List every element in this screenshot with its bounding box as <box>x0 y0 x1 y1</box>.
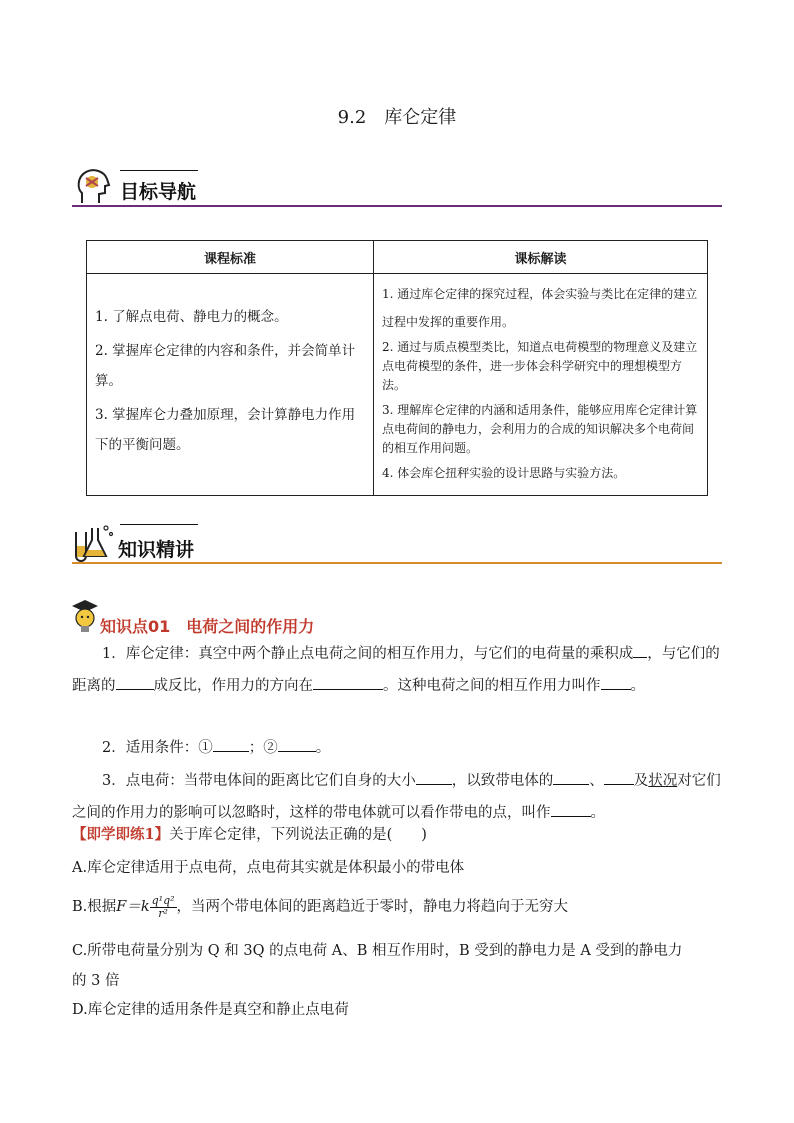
fill-blank[interactable] <box>551 802 591 818</box>
interpretation-item: 4. 体会库仑扭秤实验的设计思路与实验方法。 <box>382 466 626 480</box>
option-c[interactable]: C.所带电荷量分别为 Q 和 3Q 的点电荷 A、B 相互作用时，B 受到的静电力是 A 受到的静电力 的 3 倍 <box>72 943 683 989</box>
fill-blank[interactable] <box>278 737 316 753</box>
interpretation-cell <box>374 274 708 496</box>
practice-question <box>72 823 732 847</box>
graduate-bulb-icon <box>70 598 100 634</box>
section-underline-goal <box>72 205 722 207</box>
standard-item: 3. 掌握库仑力叠加原理，会计算静电力作用下的平衡问题。 <box>95 407 356 453</box>
lab-flask-icon <box>72 522 114 562</box>
section-title-goal: 目标导航 <box>120 181 197 203</box>
fill-blank[interactable] <box>604 770 634 786</box>
interpretation-item: 1. 通过库仑定律的探究过程，体会实验与类比在定律的建立过程中发挥的重要作用。 <box>382 287 698 329</box>
interpretation-item: 3. 理解库仑定律的内涵和适用条件，能够应用库仑定律计算点电荷间的静电力，会利用力的合成的知识解决多个电荷间的相互作用问题。 <box>382 403 698 455</box>
fill-blank[interactable] <box>116 675 154 691</box>
option-d[interactable]: D.库仑定律的适用条件是真空和静止点电荷 <box>72 1002 349 1018</box>
head-brain-icon <box>74 167 112 207</box>
fill-blank[interactable] <box>416 770 452 786</box>
paragraph-coulomb-law: 1．库仑定律：真空中两个静止点电荷之间的相互作用力，与它们的电荷量的乘积成 ，与它们的距离的 成反比，作用力的方向在 。这种电荷之间的相互作用力叫作 。 <box>72 638 732 702</box>
section-decor-line <box>120 524 198 525</box>
curriculum-table <box>86 240 708 496</box>
coulomb-formula: F＝k $\frac{\text{q¹q²}}{\text{r²}}$ <box>116 893 175 920</box>
knowledge-point-heading <box>100 614 330 637</box>
standard-item: 1. 了解点电荷、静电力的概念。 <box>95 309 288 325</box>
standards-cell <box>87 274 374 496</box>
fill-blank[interactable] <box>633 643 647 659</box>
section-decor-line <box>120 170 198 171</box>
option-b[interactable]: B.根据F＝k $\frac{\text{q¹q²}}{\text{r²}}$ ，当两个带电体间的距离趋近于零时，静电力将趋向于无穷大 <box>72 893 569 920</box>
page-title: 9.2 库仑定律 <box>337 107 457 128</box>
fill-blank[interactable] <box>213 737 249 753</box>
interpretation-item: 2. 通过与质点模型类比，知道点电荷模型的物理意义及建立点电荷模型的条件，进一步体会科学研究中的理想模型方法。 <box>382 340 698 392</box>
fill-blank[interactable] <box>553 770 589 786</box>
paragraph-point-charge: 3．点电荷：当带电体间的距离比它们自身的大小 ，以致带电体的 、 及状况对它们之间的作用力的影响可以忽略时，这样的带电体就可以看作带电的点，叫作 。 <box>72 765 732 829</box>
knowledge-point-number: 知识点01 <box>100 617 171 636</box>
section-underline-knowledge <box>72 562 722 564</box>
practice-tag: 【即学即练1】 <box>72 826 170 843</box>
section-title-knowledge: 知识精讲 <box>118 539 195 561</box>
practice-question-text: 关于库仑定律，下列说法正确的是( ) <box>169 827 427 843</box>
paragraph-conditions: 2．适用条件：① ；② 。 <box>72 732 732 764</box>
standard-item: 2. 掌握库仑定律的内容和条件，并会简单计算。 <box>95 343 356 389</box>
fill-blank[interactable] <box>601 675 631 691</box>
table-header-standard: 课程标准 <box>87 241 374 274</box>
table-header-interpretation: 课标解读 <box>374 241 708 274</box>
knowledge-point-name: 电荷之间的作用力 <box>186 617 315 636</box>
fill-blank[interactable] <box>313 675 383 691</box>
option-a[interactable]: A.库仑定律适用于点电荷，点电荷其实就是体积最小的带电体 <box>72 860 465 876</box>
